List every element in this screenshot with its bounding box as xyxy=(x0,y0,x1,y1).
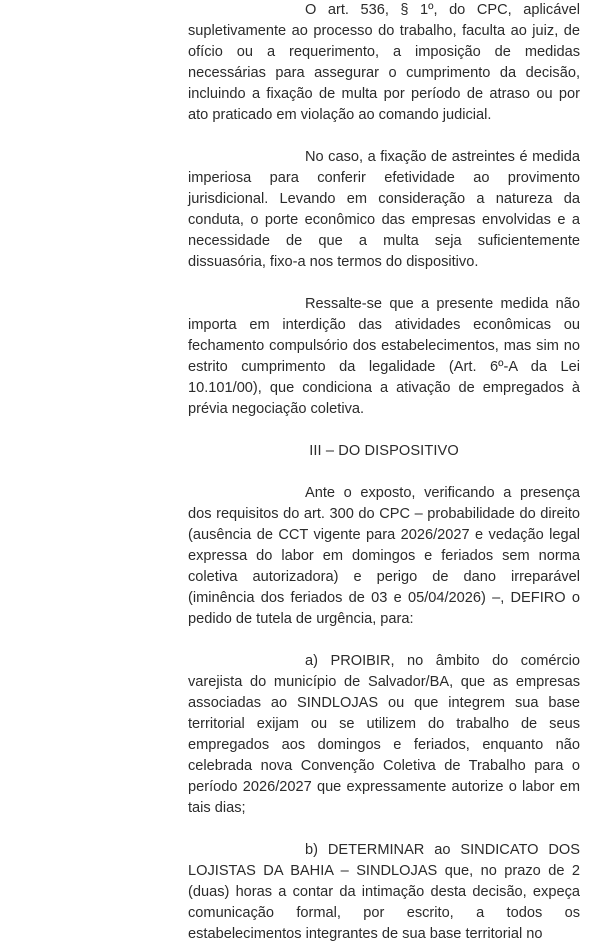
document-text-column xyxy=(188,0,580,945)
paragraph-item-b-determinar: b) DETERMINAR ao SINDICATO DOS LOJISTAS DA BAHIA – SINDLOJAS que, no prazo de 2 (duas) horas a contar da intimação desta decisão, expeça comunicação formal, por escrito, a todos os estabelecimentos integrantes de sua base territorial no xyxy=(188,842,580,942)
paragraph-item-a-proibir: a) PROIBIR, no âmbito do comércio varejista do município de Salvador/BA, que as empresas associadas ao SINDLOJAS ou que integrem sua base territorial exijam ou se utilizem do trabalho de seus empregados aos domingos e feriados, enquanto não celebrada nova Convenção Coletiva de Trabalho para o período 2026/2027 que expressamente autorize o labor em tais dias; xyxy=(188,653,580,816)
paragraph-cpc-art-536: O art. 536, § 1º, do CPC, aplicável supletivamente ao processo do trabalho, faculta ao juiz, de ofício ou a requerimento, a imposição de medidas necessárias para assegurar o cumprimento da decisão, incluindo a fixação de multa por período de atraso ou por ato praticado em violação ao comando judicial. xyxy=(188,2,580,123)
paragraph-ante-o-exposto: Ante o exposto, verificando a presença dos requisitos do art. 300 do CPC – probabilidade do direito (ausência de CCT vigente para 2026/2027 e vedação legal expressa do labor em domingos e feriados sem norma coletiva autorizadora) e perigo de dano irreparável (iminência dos feriados de 03 e 05/04/2026) –, DEFIRO o pedido de tutela de urgência, para: xyxy=(188,485,580,627)
section-heading-dispositivo: III – DO DISPOSITIVO xyxy=(309,443,459,459)
paragraph-nao-interdicao: Ressalte-se que a presente medida não importa em interdição das atividades econômicas ou fechamento compulsório dos estabelecimentos, mas sim no estrito cumprimento da legalidade (Art. 6º-A da Lei 10.101/00), que condiciona a ativação de empregados à prévia negociação coletiva. xyxy=(188,296,580,417)
paragraph-astreintes: No caso, a fixação de astreintes é medida imperiosa para conferir efetividade ao provimento jurisdicional. Levando em consideração a natureza da conduta, o porte econômico das empresas envolvidas e a necessidade de que a multa seja suficientemente dissuasória, fixo-a nos termos do dispositivo. xyxy=(188,149,580,270)
